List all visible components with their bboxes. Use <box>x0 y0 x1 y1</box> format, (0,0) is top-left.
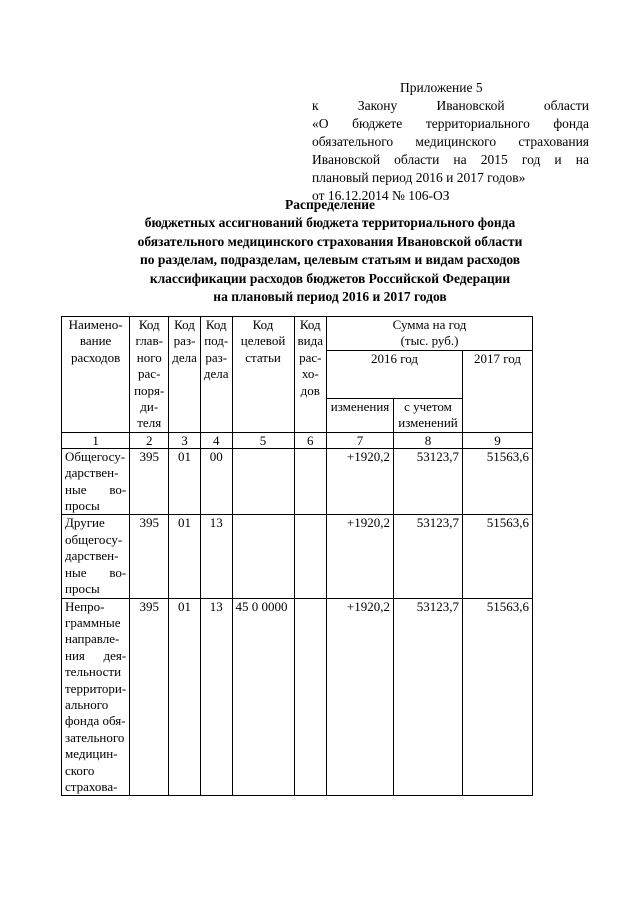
header-sum <box>327 317 533 351</box>
header-main-code-line: глав- <box>135 333 163 349</box>
row-subsection: 13 <box>200 598 232 796</box>
row-name-line: граммные <box>65 614 121 630</box>
row-with-changes: 53123,7 <box>394 598 463 796</box>
header-type-line: Код <box>299 317 321 332</box>
header-name-line: расходов <box>70 349 121 365</box>
header-with-changes-line: с учетом <box>404 399 452 415</box>
row-section: 01 <box>169 598 201 796</box>
budget-table <box>61 316 533 796</box>
row-year-2017: 51563,6 <box>463 515 533 598</box>
row-name-line: Другие <box>65 515 105 531</box>
header-section-line: раз- <box>173 333 196 349</box>
header-main-code-line: Код <box>138 317 160 332</box>
header-target-line: статьи <box>245 349 281 365</box>
header-main-code-line: ди- <box>140 399 159 415</box>
row-section: 01 <box>169 448 201 515</box>
appendix-line-2: «О бюджете территориального фонда <box>312 116 589 131</box>
appendix-line-3: обязательного медицинского страхования <box>312 134 589 149</box>
row-main-code: 395 <box>130 598 169 796</box>
header-type-line: хо- <box>301 366 319 382</box>
header-type-line: вида <box>297 333 324 349</box>
appendix-block <box>312 79 589 205</box>
header-section <box>169 317 201 433</box>
heading-line-6: на плановый период 2016 и 2017 годов <box>213 289 447 305</box>
header-type-line: рас- <box>299 349 322 365</box>
row-changes: +1920,2 <box>327 515 394 598</box>
row-name-line: ные во- <box>65 481 127 497</box>
header-subsection-line: Код <box>205 317 227 332</box>
header-year-2016: 2016 год <box>327 350 463 398</box>
row-name-line: Непро- <box>65 598 105 614</box>
heading-line-2: бюджетных ассигнований бюджета территориального фонда <box>144 215 516 231</box>
row-name-line: медицин- <box>65 746 118 762</box>
header-subsection-line: раз- <box>205 349 228 365</box>
header-name-line: Наимено- <box>68 317 123 332</box>
row-name-line: Общегосу- <box>65 448 126 464</box>
header-year-2017: 2017 год <box>463 350 533 432</box>
row-target <box>232 515 294 598</box>
column-number: 5 <box>232 432 294 448</box>
header-section-line: Код <box>174 317 195 332</box>
heading-line-4: по разделам, подразделам, целевым статьям и видам расходов <box>139 252 521 268</box>
row-name-line: ального <box>65 696 109 712</box>
heading-line-1: Распределение <box>284 197 376 212</box>
header-subsection-line: под- <box>204 333 229 349</box>
row-subsection: 13 <box>200 515 232 598</box>
row-name-line: направле- <box>65 631 120 647</box>
row-target: 45 0 0000 <box>232 598 294 796</box>
row-name-line: дарствен- <box>65 548 119 564</box>
row-name-line: ные во- <box>65 564 127 580</box>
row-main-code: 395 <box>130 448 169 515</box>
row-name <box>62 515 130 598</box>
column-number: 3 <box>169 432 201 448</box>
row-subsection: 00 <box>200 448 232 515</box>
row-name <box>62 448 130 515</box>
column-number: 4 <box>200 432 232 448</box>
row-name-line: ского <box>65 762 95 778</box>
row-year-2017: 51563,6 <box>463 448 533 515</box>
row-year-2017: 51563,6 <box>463 598 533 796</box>
column-number: 9 <box>463 432 533 448</box>
row-type <box>294 448 326 515</box>
header-main-code-line: ного <box>136 349 162 365</box>
row-changes: +1920,2 <box>327 448 394 515</box>
row-name <box>62 598 130 796</box>
table-row <box>62 515 533 598</box>
header-target-line: целевой <box>240 333 286 349</box>
header-main-code-line: теля <box>137 415 162 431</box>
column-number: 1 <box>62 432 130 448</box>
header-type-line: дов <box>300 382 320 398</box>
row-name-line: просы <box>65 498 100 514</box>
heading-line-5: классификации расходов бюджетов Российской Федерации <box>149 270 511 286</box>
row-name-line: дарствен- <box>65 465 119 481</box>
header-section-line: дела <box>172 349 197 365</box>
header-main-code-line: поря- <box>134 382 165 398</box>
document-heading <box>60 196 600 306</box>
header-with-changes-line: изменений <box>398 415 458 431</box>
row-with-changes: 53123,7 <box>394 515 463 598</box>
header-main-code <box>130 317 169 433</box>
header-name-line: вание <box>79 333 112 349</box>
column-number: 8 <box>394 432 463 448</box>
column-number: 6 <box>294 432 326 448</box>
header-with-changes <box>394 399 463 433</box>
row-name-line: страхова- <box>65 778 118 794</box>
row-name-line: общегосу- <box>65 531 123 547</box>
appendix-line-1: к Закону Ивановской области <box>312 98 589 113</box>
row-name-line: зательного <box>65 729 125 745</box>
row-target <box>232 448 294 515</box>
appendix-line-6: от 16.12.2014 № 106-ОЗ <box>312 188 450 203</box>
row-name-line: фонда обя- <box>65 713 126 729</box>
row-main-code: 395 <box>130 515 169 598</box>
header-type <box>294 317 326 433</box>
header-sum-line: (тыс. руб.) <box>400 333 459 349</box>
table-row <box>62 448 533 515</box>
column-number: 7 <box>327 432 394 448</box>
appendix-title: Приложение 5 <box>400 80 483 95</box>
header-subsection <box>200 317 232 433</box>
header-target <box>232 317 294 433</box>
header-main-code-line: рас- <box>138 366 161 382</box>
row-changes: +1920,2 <box>327 598 394 796</box>
header-target-line: Код <box>252 317 274 332</box>
row-section: 01 <box>169 515 201 598</box>
row-type <box>294 515 326 598</box>
row-name-line: тельности <box>65 664 122 680</box>
row-with-changes: 53123,7 <box>394 448 463 515</box>
row-name-line: просы <box>65 581 100 597</box>
column-number-row <box>62 432 533 448</box>
column-number: 2 <box>130 432 169 448</box>
heading-line-3: обязательного медицинского страхования Ивановской области <box>137 233 523 249</box>
appendix-line-5: плановый период 2016 и 2017 годов» <box>312 170 526 185</box>
table-row <box>62 598 533 796</box>
header-name <box>62 317 130 433</box>
row-type <box>294 598 326 796</box>
header-subsection-line: дела <box>203 366 229 382</box>
header-sum-line: Сумма на год <box>392 317 467 332</box>
row-name-line: территори- <box>65 680 127 696</box>
appendix-line-4: Ивановской области на 2015 год и на <box>312 152 589 167</box>
row-name-line: ния дея- <box>65 647 127 663</box>
header-changes: изменения <box>327 399 394 433</box>
